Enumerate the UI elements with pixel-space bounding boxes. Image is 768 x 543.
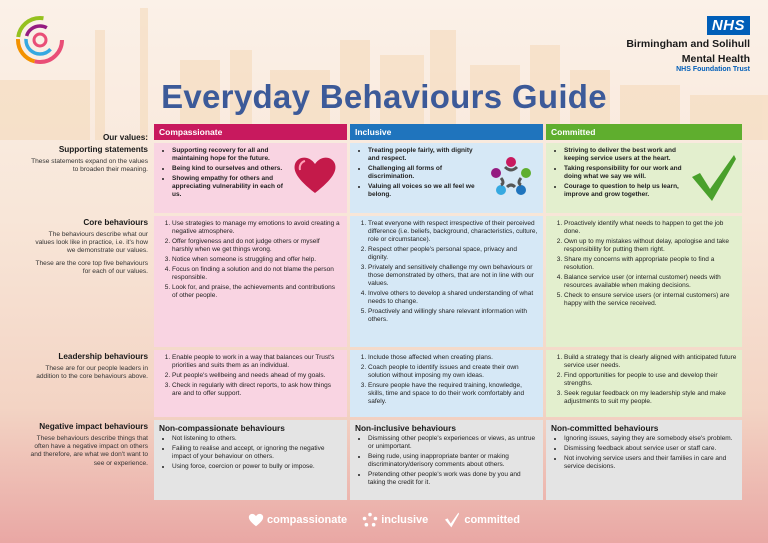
inclusive-supporting — [350, 143, 543, 213]
list-item: 4. Balance service user (or internal customer) needs with resources available when making decisions. — [564, 274, 737, 290]
list-item: • Ignoring issues, saying they are somebody else's problem. — [564, 435, 737, 443]
non-compassionate-title: Non-compassionate behaviours — [159, 423, 285, 433]
list-item: • Failing to realise and accept, or ignoring the negative impact of your behaviour on others. — [172, 445, 342, 461]
supporting-statements-row — [24, 143, 742, 213]
list-item: 1. Proactively identify what needs to happen to get the job done. — [564, 220, 737, 236]
list-item: 3. Check in regularly with direct reports, to ask how things are and to offer support. — [172, 382, 342, 398]
people-circle-icon — [362, 512, 378, 528]
list-item: • Dismissing other people's experiences or views, as untrue or unimportant. — [368, 435, 538, 451]
non-inclusive-cell — [350, 420, 543, 500]
list-item: • Showing empathy for others and appreciating vulnerability in each of us. — [172, 175, 285, 199]
committed-header: Committed — [546, 124, 742, 140]
list-item: • Being kind to ourselves and others. — [172, 165, 285, 173]
list-item: 4. Focus on finding a solution and do not blame the person responsible. — [172, 266, 342, 282]
list-item: 2. Respect other people's personal space, privacy and dignity. — [368, 246, 538, 262]
footer-values — [0, 512, 768, 528]
list-item: 5. Check to ensure service users (or internal customers) are happy with the service received. — [564, 292, 737, 308]
committed-core — [546, 216, 742, 347]
list-item: 2. Own up to my mistakes without delay, apologise and take responsibility for putting them right. — [564, 238, 737, 254]
footer-committed-label: committed — [464, 513, 520, 526]
leadership-behaviours-row — [24, 350, 742, 417]
negative-impact-row — [24, 420, 742, 500]
list-item: 1. Include those affected when creating plans. — [368, 354, 538, 362]
non-inclusive-title: Non-inclusive behaviours — [355, 423, 456, 433]
rainbow-swirl-logo — [14, 14, 66, 66]
list-item: • Taking responsibility for our work and doing what we say we will. — [564, 165, 690, 181]
list-item: • Courage to question to help us learn, improve and grow together. — [564, 183, 690, 199]
core-behaviours-desc2: These are the core top five behaviours for each of our values. — [35, 259, 148, 275]
list-item: • Challenging all forms of discrimination. — [368, 165, 481, 181]
nhs-logo: NHS — [707, 16, 750, 35]
list-item: • Pretending other people's work was done by you and taking the credit for it. — [368, 471, 538, 487]
our-values-label: Our values: — [102, 133, 148, 140]
footer-committed — [443, 512, 520, 528]
inclusive-leadership — [350, 350, 543, 417]
list-item: • Not involving service users and their families in care and service decisions. — [564, 455, 737, 471]
footer-compassionate — [248, 513, 347, 527]
committed-leadership — [546, 350, 742, 417]
list-item: 2. Find opportunities for people to use and develop their strengths. — [564, 372, 737, 388]
list-item: • Using force, coercion or power to bully or impose. — [172, 463, 342, 471]
list-item: 3. Privately and sensitively challenge my own behaviours or those demonstrated by others, that are not in line with our values. — [368, 264, 538, 288]
list-item: 1. Treat everyone with respect irrespective of their perceived difference (i.e. beliefs, background, characteristics, culture, role or circumstance). — [368, 220, 538, 244]
committed-supporting — [546, 143, 742, 213]
non-committed-title: Non-committed behaviours — [551, 423, 659, 433]
list-item: • Striving to deliver the best work and keeping service users at the heart. — [564, 147, 690, 163]
inclusive-header: Inclusive — [350, 124, 543, 140]
compassionate-core — [154, 216, 347, 347]
checkmark-icon — [443, 512, 461, 528]
compassionate-leadership — [154, 350, 347, 417]
people-circle-icon — [489, 155, 533, 199]
list-item: • Being rude, using inappropriate banter or making discriminatory/derisory comments about others. — [368, 453, 538, 469]
core-behaviours-label: Core behaviours — [83, 218, 148, 227]
list-item: 2. Offer forgiveness and do not judge others or myself harshly when we get things wrong. — [172, 238, 342, 254]
negative-impact-desc: These behaviours describe things that often have a negative impact on others and therefore, are what we don't want to see or experience. — [30, 435, 148, 467]
trust-name-line1: Birmingham and Solihull — [626, 38, 750, 50]
list-item: 1. Use strategies to manage my emotions to avoid creating a negative atmosphere. — [172, 220, 342, 236]
list-item: 3. Ensure people have the required training, knowledge, skills, time and space to do their work comfortably and safely. — [368, 382, 538, 406]
trust-subtitle: NHS Foundation Trust — [676, 66, 750, 73]
list-item: • Dismissing feedback about service user or staff care. — [564, 445, 737, 453]
heart-icon — [248, 513, 264, 527]
footer-inclusive-label: inclusive — [381, 513, 429, 526]
list-item: 1. Enable people to work in a way that balances our Trust's priorities and suits them as an individual. — [172, 354, 342, 370]
nhs-trust-branding — [626, 16, 750, 73]
core-behaviours-desc1: The behaviours describe what our values look like in practice, i.e. it's how we demonstrate our values. — [35, 231, 148, 255]
compassionate-header: Compassionate — [154, 124, 347, 140]
list-item: • Valuing all voices so we all feel we belong. — [368, 183, 481, 199]
inclusive-core — [350, 216, 543, 347]
list-item: • Supporting recovery for all and maintaining hope for the future. — [172, 147, 285, 163]
list-item: 5. Proactively and willingly share relevant information with others. — [368, 308, 538, 324]
non-committed-cell — [546, 420, 742, 500]
list-item: 4. Involve others to develop a shared understanding of what needs to change. — [368, 290, 538, 306]
list-item: • Not listening to others. — [172, 435, 342, 443]
non-compassionate-cell — [154, 420, 347, 500]
supporting-statements-label: Supporting statements — [58, 145, 148, 154]
heart-icon — [293, 155, 337, 195]
footer-compassionate-label: compassionate — [267, 513, 348, 526]
supporting-statements-desc: These statements expand on the values to broaden their meaning. — [31, 158, 148, 174]
leadership-behaviours-desc: These are for our people leaders in addition to the core behaviours above. — [36, 365, 148, 381]
checkmark-icon — [690, 153, 738, 203]
footer-inclusive — [362, 512, 428, 528]
list-item: • Treating people fairly, with dignity and respect. — [368, 147, 481, 163]
list-item: 3. Seek regular feedback on my leadership style and make adjustments to suit my people. — [564, 390, 737, 406]
negative-impact-label: Negative impact behaviours — [39, 422, 148, 431]
page-title: Everyday Behaviours Guide — [161, 78, 607, 115]
list-item: 1. Build a strategy that is clearly aligned with anticipated future service user needs. — [564, 354, 737, 370]
values-header-row — [24, 124, 742, 140]
list-item: 5. Look for, and praise, the achievements and contributions of other people. — [172, 284, 342, 300]
core-behaviours-row — [24, 216, 742, 347]
compassionate-supporting — [154, 143, 347, 213]
list-item: 3. Notice when someone is struggling and offer help. — [172, 256, 342, 264]
list-item: 3. Share my concerns with appropriate people to find a resolution. — [564, 256, 737, 272]
trust-name-line2: Mental Health — [681, 53, 750, 65]
list-item: 2. Put people's wellbeing and needs ahead of my goals. — [172, 372, 342, 380]
leadership-behaviours-label: Leadership behaviours — [58, 352, 148, 361]
list-item: 2. Coach people to identify issues and create their own solution without imposing my own ideas. — [368, 364, 538, 380]
